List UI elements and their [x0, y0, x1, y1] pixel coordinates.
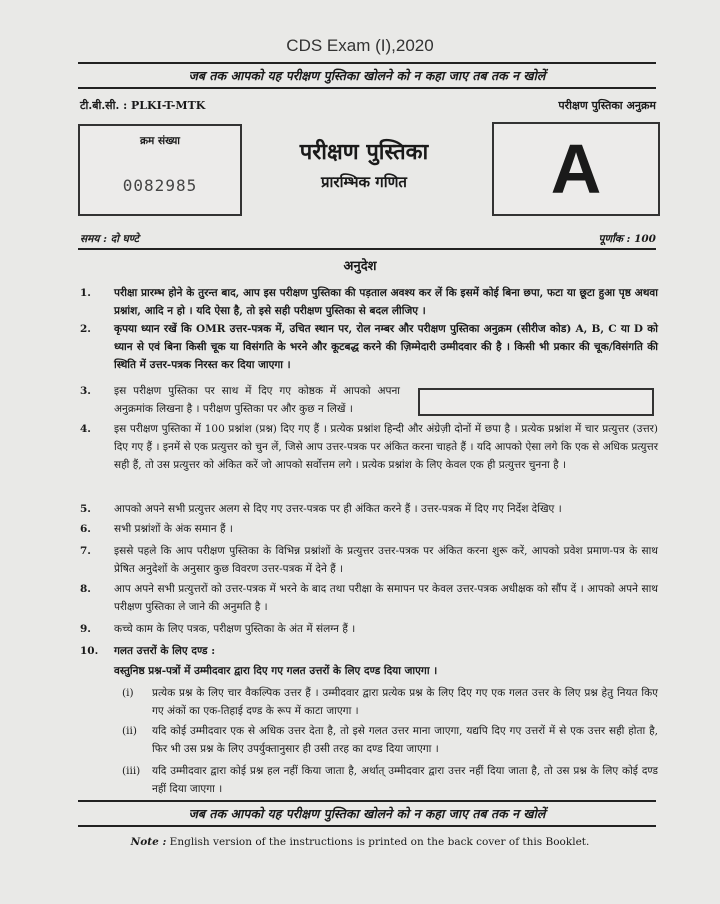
warning-banner-bottom: जब तक आपको यह परीक्षण पुस्तिका खोलने को न कहा जाए तब तक न खोलें [78, 800, 656, 827]
instruction-item: 8. आप अपने सभी प्रत्युत्तरों को उत्तर-पत्रक में भरने के बाद तथा परीक्षा के समापन पर केवल उत्तर-पत्रक अधीक्षक को सौंप दें । आपको अपने साथ परीक्षण पुस्तिका ले जाने की अनुमति है । [80, 583, 658, 613]
instruction-item: 2. कृपया ध्यान रखें कि OMR उत्तर-पत्रक में, उचित स्थान पर, रोल नम्बर और परीक्षण पुस्तिका अनुक्रम (सीरीज कोड) A, B, C या D को ध्यान से एवं बिना किसी चूक या विसंगति के भरने और कूटबद्ध करने की ज़िम्मेदारी उम्मीदवार की है । किसी भी प्रकार की चूक/विसंगति की स्थिति में उत्तर-पत्रक निरस्त कर दिया जाएगा । [80, 323, 658, 371]
footer-note [0, 836, 720, 848]
instruction-item: 5. आपको अपने सभी प्रत्युत्तर अलग से दिए गए उत्तर-पत्रक पर ही अंकित करने हैं । उत्तर-पत्रक में दिए गए निर्देश देखिए । [80, 503, 562, 515]
instruction-item: 7. इससे पहले कि आप परीक्षण पुस्तिका के विभिन्न प्रश्नांशों के प्रत्युत्तर उत्तर-पत्रक पर अंकित करना शुरू करें, आपको प्रवेश प्रमाण-पत्र के साथ प्रेषित अनुदेशों के अनुसार कुछ विवरण उत्तर-पत्रक में देने हैं । [80, 545, 658, 575]
series-label: परीक्षण पुस्तिका अनुक्रम [558, 99, 656, 112]
instruction-item: 4. इस परीक्षण पुस्तिका में 100 प्रश्नांश (प्रश्न) दिए गए हैं । प्रत्येक प्रश्नांश हिन्दी और अंग्रेज़ी दोनों में छपा है । प्रत्येक प्रश्नांश में चार प्रत्युत्तर (उत्तर) दिए गए हैं । इनमें से एक प्रत्युत्तर को चुन लें, जिसे आप उत्तर-पत्रक पर अंकित करना चाहते हैं । यदि आपको ऐसा लगे कि एक से अधिक प्रत्युत्तर सही हैं, तो उस प्रत्युत्तर को अंकित करें जो आपको सर्वोत्तम लगे । प्रत्येक प्रश्नांश के लिए केवल एक ही प्रत्युत्तर चुनना है । [80, 423, 658, 471]
instruction-item: 6. सभी प्रश्नांशों के अंक समान हैं । [80, 523, 233, 535]
booklet-code: टी.बी.सी. : PLKI-T-MTK [80, 99, 206, 112]
exam-title: CDS Exam (I),2020 [286, 36, 434, 55]
divider [78, 248, 656, 250]
instructions-heading: अनुदेश [343, 259, 377, 274]
penalty-intro: वस्तुनिष्ठ प्रश्न-पत्रों में उम्मीदवार द्वारा दिए गए गलत उत्तरों के लिए दण्ड दिया जाएगा । [114, 665, 438, 677]
note-text: English version of the instructions is printed on the back cover of this Booklet. [169, 836, 590, 848]
note-label: Note : [130, 836, 167, 848]
instruction-item: 9. कच्चे काम के लिए पत्रक, परीक्षण पुस्तिका के अंत में संलग्न हैं । [80, 623, 356, 635]
serial-number-box [78, 124, 242, 216]
booklet-title: परीक्षण पुस्तिका [299, 139, 429, 165]
instruction-item: 10. गलत उत्तरों के लिए दण्ड : [80, 645, 216, 657]
time-allowed: समय : दो घण्टे [80, 233, 139, 245]
serial-number: 0082985 [122, 176, 198, 195]
penalty-item: (iii) यदि उम्मीदवार द्वारा कोई प्रश्न हल नहीं किया जाता है, अर्थात् उम्मीदवार द्वारा उत्तर नहीं दिया जाता है, तो उस प्रश्न के लिए कोई दण्ड नहीं दिया जाएगा । [122, 765, 658, 795]
series-letter: A [550, 130, 602, 208]
penalty-item: (ii) यदि कोई उम्मीदवार एक से अधिक उत्तर देता है, तो इसे गलत उत्तर माना जाएगा, यद्यपि दिए गए उत्तरों में से एक उत्तर सही होता है, फिर भी उस प्रश्न के लिए उपर्युक्तानुसार ही उसी तरह का दण्ड दिया जाएगा । [122, 725, 658, 755]
instruction-item: 3. इस परीक्षण पुस्तिका पर साथ में दिए गए कोष्ठक में आपको अपना अनुक्रमांक लिखना है । परीक्षण पुस्तिका पर और कुछ न लिखें । [80, 385, 400, 415]
instruction-item: 1. परीक्षा प्रारम्भ होने के तुरन्त बाद, आप इस परीक्षण पुस्तिका की पड़ताल अवश्य कर लें कि इसमें कोई बिना छपा, फटा या छूटा हुआ पृष्ठ अथवा प्रश्नांश, आदि न हो । यदि ऐसा है, तो इसे सही परीक्षण पुस्तिका से बदल लीजिए । [80, 287, 658, 317]
roll-number-entry-box[interactable] [418, 388, 654, 416]
warning-banner-top: जब तक आपको यह परीक्षण पुस्तिका खोलने को न कहा जाए तब तक न खोलें [78, 62, 656, 89]
penalty-item: (i) प्रत्येक प्रश्न के लिए चार वैकल्पिक उत्तर हैं । उम्मीदवार द्वारा प्रत्येक प्रश्न के लिए दिए गए एक गलत उत्तर के लिए प्रश्न हेतु नियत किए गए अंकों का एक-तिहाई दण्ड के रूप में काटा जाएगा । [122, 687, 658, 717]
serial-label: क्रम संख्या [139, 135, 181, 147]
series-box [492, 122, 660, 216]
booklet-subject: प्रारम्भिक गणित [321, 173, 407, 191]
maximum-marks: पूर्णांक : 100 [598, 233, 656, 245]
